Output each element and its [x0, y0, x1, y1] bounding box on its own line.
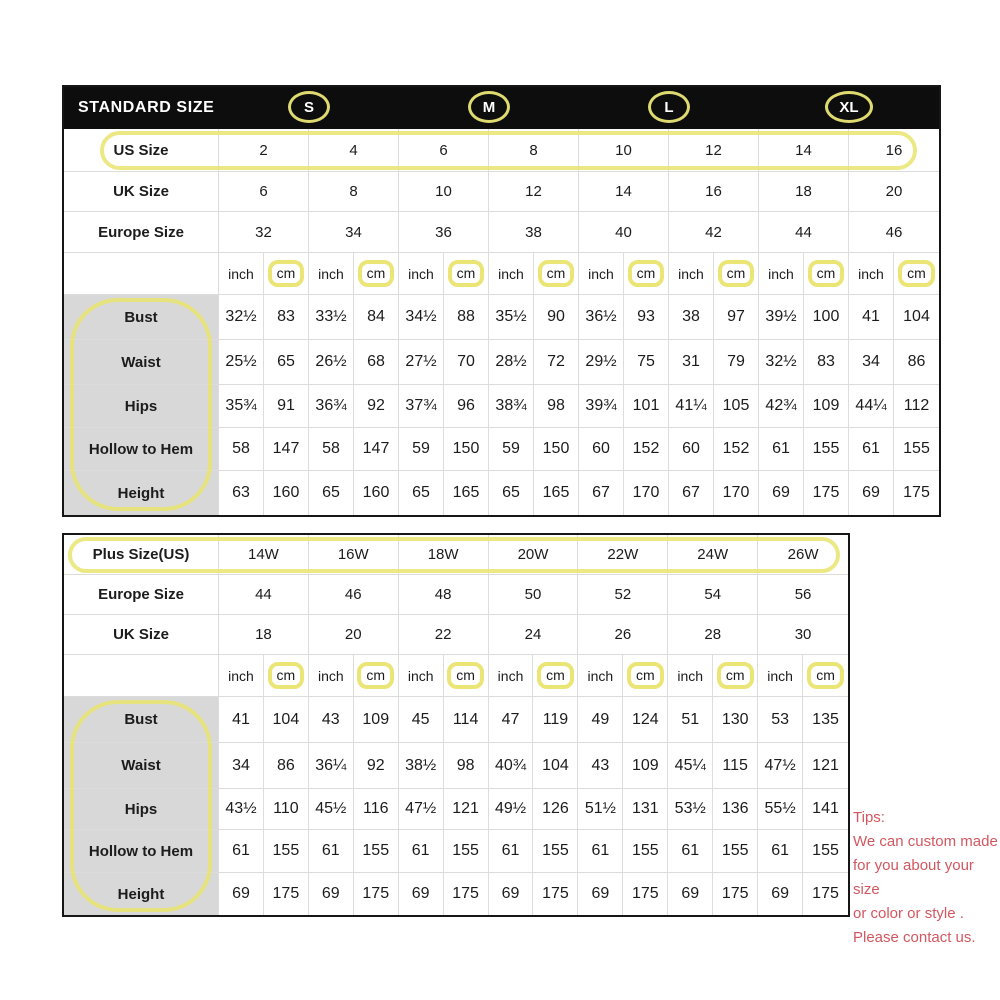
- cm-highlight-box: cm: [718, 260, 755, 287]
- height-row-label: Height: [64, 873, 219, 915]
- hips-value: 110: [264, 789, 309, 830]
- cm-highlight-box: cm: [268, 662, 305, 689]
- unit-cm-label-highlighted: [534, 253, 579, 295]
- us-size-value: 6: [399, 129, 489, 172]
- uk-size-value: 12: [489, 172, 579, 212]
- hollow-to-hem-value: 155: [894, 428, 939, 471]
- hips-value: 131: [623, 789, 668, 830]
- size-group-xl-circled: XL: [825, 91, 873, 123]
- unit-cm-label-highlighted: [714, 253, 759, 295]
- hips-value: 98: [534, 385, 579, 428]
- hips-value: 55½: [758, 789, 803, 830]
- cm-highlight-box: cm: [537, 662, 574, 689]
- uk-size-value: 22: [399, 615, 489, 655]
- hips-value: 41¼: [669, 385, 714, 428]
- hips-value: 121: [444, 789, 489, 830]
- uk-size-row-label: UK Size: [64, 172, 219, 212]
- bust-row-label: Bust: [64, 295, 219, 340]
- hips-value: 126: [533, 789, 578, 830]
- europe-size-value: 56: [758, 575, 848, 615]
- waist-value: 32½: [759, 340, 804, 385]
- unit-cm-label-highlighted: [804, 253, 849, 295]
- hips-value: 49½: [489, 789, 534, 830]
- plus-size-us-value: 14W: [219, 535, 309, 575]
- bust-value: 34½: [399, 295, 444, 340]
- waist-value: 98: [444, 743, 489, 789]
- us-size-value: 8: [489, 129, 579, 172]
- hollow-to-hem-value: 147: [264, 428, 309, 471]
- height-value: 69: [399, 873, 444, 915]
- plus-size-us-value: 26W: [758, 535, 848, 575]
- height-value: 69: [578, 873, 623, 915]
- europe-size-value: 48: [399, 575, 489, 615]
- height-value: 65: [399, 471, 444, 515]
- hollow-to-hem-value: 155: [533, 830, 578, 873]
- unit-cm-label-highlighted: [533, 655, 578, 697]
- unit-cm-label-highlighted: [623, 655, 668, 697]
- us-size-value: 14: [759, 129, 849, 172]
- hips-value: 47½: [399, 789, 444, 830]
- hollow-to-hem-value: 155: [264, 830, 309, 873]
- hollow-to-hem-value: 59: [489, 428, 534, 471]
- uk-size-value: 24: [489, 615, 579, 655]
- bust-value: 124: [623, 697, 668, 743]
- tips-line: for you about your size: [853, 857, 974, 898]
- height-value: 69: [758, 873, 803, 915]
- unit-cm-label-highlighted: [264, 253, 309, 295]
- hollow-to-hem-value: 61: [219, 830, 264, 873]
- bust-value: 39½: [759, 295, 804, 340]
- height-value: 160: [264, 471, 309, 515]
- hips-value: 136: [713, 789, 758, 830]
- plus-size-us-value: 20W: [489, 535, 579, 575]
- hips-value: 116: [354, 789, 399, 830]
- height-value: 69: [219, 873, 264, 915]
- hips-value: 101: [624, 385, 669, 428]
- europe-size-value: 32: [219, 212, 309, 253]
- europe-size-value: 34: [309, 212, 399, 253]
- bust-value: 90: [534, 295, 579, 340]
- height-value: 69: [309, 873, 354, 915]
- hollow-to-hem-row-label: Hollow to Hem: [64, 830, 219, 873]
- cm-highlight-box: cm: [628, 260, 665, 287]
- hips-value: 96: [444, 385, 489, 428]
- waist-value: 65: [264, 340, 309, 385]
- unit-inch-label: inch: [489, 655, 534, 697]
- waist-value: 72: [534, 340, 579, 385]
- plus-size-us-row-label: Plus Size(US): [64, 535, 219, 575]
- waist-value: 121: [803, 743, 848, 789]
- bust-value: 49: [578, 697, 623, 743]
- waist-value: 115: [713, 743, 758, 789]
- bust-value: 104: [264, 697, 309, 743]
- uk-size-value: 18: [219, 615, 309, 655]
- europe-size-value: 42: [669, 212, 759, 253]
- hollow-to-hem-value: 60: [579, 428, 624, 471]
- hips-value: 38¾: [489, 385, 534, 428]
- height-value: 175: [354, 873, 399, 915]
- hips-value: 109: [804, 385, 849, 428]
- hollow-to-hem-value: 61: [399, 830, 444, 873]
- hips-value: 37¾: [399, 385, 444, 428]
- hollow-to-hem-value: 150: [444, 428, 489, 471]
- waist-value: 25½: [219, 340, 264, 385]
- hollow-to-hem-value: 155: [713, 830, 758, 873]
- waist-value: 45¼: [668, 743, 713, 789]
- bust-value: 36½: [579, 295, 624, 340]
- europe-size-value: 44: [759, 212, 849, 253]
- height-value: 69: [759, 471, 804, 515]
- waist-value: 68: [354, 340, 399, 385]
- height-value: 67: [669, 471, 714, 515]
- units-row-label: [64, 253, 219, 295]
- us-size-value: 4: [309, 129, 399, 172]
- bust-value: 53: [758, 697, 803, 743]
- uk-size-value: 30: [758, 615, 848, 655]
- waist-value: 27½: [399, 340, 444, 385]
- unit-inch-label: inch: [399, 253, 444, 295]
- hollow-to-hem-value: 61: [309, 830, 354, 873]
- bust-value: 83: [264, 295, 309, 340]
- hollow-to-hem-value: 61: [578, 830, 623, 873]
- hips-value: 112: [894, 385, 939, 428]
- waist-value: 86: [264, 743, 309, 789]
- waist-value: 86: [894, 340, 939, 385]
- cm-highlight-box: cm: [808, 260, 845, 287]
- height-value: 69: [489, 873, 534, 915]
- hollow-to-hem-value: 60: [669, 428, 714, 471]
- height-value: 160: [354, 471, 399, 515]
- hollow-to-hem-value: 155: [444, 830, 489, 873]
- waist-row-label: Waist: [64, 340, 219, 385]
- cm-highlight-box: cm: [538, 260, 575, 287]
- hollow-to-hem-value: 155: [623, 830, 668, 873]
- hollow-to-hem-value: 155: [804, 428, 849, 471]
- hips-value: 44¼: [849, 385, 894, 428]
- bust-value: 135: [803, 697, 848, 743]
- bust-value: 35½: [489, 295, 534, 340]
- height-value: 63: [219, 471, 264, 515]
- waist-value: 34: [219, 743, 264, 789]
- bust-value: 51: [668, 697, 713, 743]
- height-value: 175: [533, 873, 578, 915]
- height-row-label: Height: [64, 471, 219, 515]
- bust-value: 38: [669, 295, 714, 340]
- cm-highlight-box: cm: [807, 662, 844, 689]
- waist-value: 31: [669, 340, 714, 385]
- waist-value: 75: [624, 340, 669, 385]
- unit-inch-label: inch: [489, 253, 534, 295]
- hips-value: 39¾: [579, 385, 624, 428]
- hips-value: 36¾: [309, 385, 354, 428]
- standard-size-title: STANDARD SIZE: [78, 99, 215, 116]
- bust-value: 45: [399, 697, 444, 743]
- hollow-to-hem-value: 152: [624, 428, 669, 471]
- height-value: 175: [812, 885, 839, 902]
- unit-inch-label: inch: [219, 655, 264, 697]
- height-value: 175: [804, 471, 849, 515]
- unit-inch-label: inch: [669, 253, 714, 295]
- height-value: 170: [714, 471, 759, 515]
- hips-value: 43½: [219, 789, 264, 830]
- tips-line: Please contact us.: [853, 929, 976, 946]
- hips-value: 45½: [309, 789, 354, 830]
- height-value: 175: [444, 873, 489, 915]
- hollow-to-hem-value: 58: [219, 428, 264, 471]
- bust-value: 43: [309, 697, 354, 743]
- cm-highlight-box: cm: [448, 260, 485, 287]
- bust-value: 109: [354, 697, 399, 743]
- hips-value: 141: [803, 789, 848, 830]
- unit-cm-label-highlighted: [264, 655, 309, 697]
- hollow-to-hem-value: 152: [714, 428, 759, 471]
- bust-value: 41: [849, 295, 894, 340]
- hollow-to-hem-value: 61: [759, 428, 804, 471]
- cm-highlight-box: cm: [447, 662, 484, 689]
- bust-value: 32½: [219, 295, 264, 340]
- bust-value: 84: [354, 295, 399, 340]
- waist-value: 47½: [758, 743, 803, 789]
- unit-inch-label: inch: [309, 655, 354, 697]
- europe-size-value: 38: [489, 212, 579, 253]
- hips-value: 42¾: [759, 385, 804, 428]
- unit-inch-label: inch: [668, 655, 713, 697]
- height-value: 175: [903, 484, 930, 501]
- waist-value: 28½: [489, 340, 534, 385]
- hollow-to-hem-value: 59: [399, 428, 444, 471]
- unit-cm-label-highlighted: [354, 253, 399, 295]
- hollow-to-hem-value: 155: [803, 830, 848, 873]
- unit-inch-label: inch: [309, 253, 354, 295]
- europe-size-row-label: Europe Size: [64, 212, 219, 253]
- unit-inch-label: inch: [579, 253, 624, 295]
- height-value: 165: [444, 471, 489, 515]
- hollow-to-hem-value: 58: [309, 428, 354, 471]
- cm-highlight-box: cm: [627, 662, 664, 689]
- unit-inch-label: inch: [758, 655, 803, 697]
- unit-cm-label-highlighted: [354, 655, 399, 697]
- bust-value: 104: [894, 295, 939, 340]
- unit-inch-label: inch: [578, 655, 623, 697]
- waist-value: 36¼: [309, 743, 354, 789]
- hollow-to-hem-value: 61: [849, 428, 894, 471]
- us-size-value: 10: [579, 129, 669, 172]
- bust-value: 47: [489, 697, 534, 743]
- waist-row-label: Waist: [64, 743, 219, 789]
- bust-value: 119: [533, 697, 578, 743]
- unit-inch-label: inch: [399, 655, 444, 697]
- cm-highlight-box: cm: [898, 260, 935, 287]
- bust-value: 33½: [309, 295, 354, 340]
- plus-size-us-value: 16W: [309, 535, 399, 575]
- unit-cm-label-highlighted: [803, 655, 848, 697]
- height-value: 67: [579, 471, 624, 515]
- bust-value: 114: [444, 697, 489, 743]
- plus-size-us-value: 18W: [399, 535, 489, 575]
- hips-value: 92: [354, 385, 399, 428]
- unit-cm-label-highlighted: [713, 655, 758, 697]
- cm-highlight-box: cm: [717, 662, 754, 689]
- tips-line: We can custom made: [853, 833, 998, 850]
- tips-line: or color or style .: [853, 905, 964, 922]
- uk-size-value: 18: [759, 172, 849, 212]
- bust-value: 88: [444, 295, 489, 340]
- height-value: 175: [713, 873, 758, 915]
- hollow-to-hem-value: 61: [489, 830, 534, 873]
- height-value: 69: [668, 873, 713, 915]
- us-size-value: 16: [849, 129, 939, 172]
- hollow-to-hem-value: 147: [354, 428, 399, 471]
- tips-note: [853, 806, 1000, 950]
- uk-size-value: 26: [578, 615, 668, 655]
- europe-size-value: 40: [579, 212, 669, 253]
- hips-value: 53½: [668, 789, 713, 830]
- height-value: 175: [264, 873, 309, 915]
- size-group-l-circled: L: [648, 91, 690, 123]
- tips-title: Tips:: [853, 809, 885, 826]
- uk-size-value: 10: [399, 172, 489, 212]
- bust-value: 130: [713, 697, 758, 743]
- hollow-to-hem-value: 155: [354, 830, 399, 873]
- europe-size-value: 36: [399, 212, 489, 253]
- waist-value: 92: [354, 743, 399, 789]
- size-group-s-circled: S: [288, 91, 330, 123]
- waist-value: 40¾: [489, 743, 534, 789]
- waist-value: 43: [578, 743, 623, 789]
- hips-value: 51½: [578, 789, 623, 830]
- size-group-m-circled: M: [468, 91, 510, 123]
- height-value: 170: [624, 471, 669, 515]
- europe-size-value: 46: [309, 575, 399, 615]
- us-size-row-label: US Size: [64, 129, 219, 172]
- hips-value: 35¾: [219, 385, 264, 428]
- height-value: 65: [309, 471, 354, 515]
- height-value: 65: [489, 471, 534, 515]
- plus-size-chart-table: [62, 533, 850, 917]
- waist-value: 38½: [399, 743, 444, 789]
- us-size-value: 2: [219, 129, 309, 172]
- height-value: 69: [849, 471, 894, 515]
- height-value: 175: [623, 873, 668, 915]
- plus-size-us-value: 22W: [578, 535, 668, 575]
- hollow-to-hem-value: 61: [668, 830, 713, 873]
- bust-row-label: Bust: [64, 697, 219, 743]
- waist-value: 34: [849, 340, 894, 385]
- hips-value: 91: [264, 385, 309, 428]
- uk-size-value: 20: [849, 172, 939, 212]
- unit-cm-label-highlighted: [624, 253, 669, 295]
- europe-size-value: 50: [489, 575, 579, 615]
- uk-size-value: 8: [309, 172, 399, 212]
- hollow-to-hem-value: 61: [758, 830, 803, 873]
- unit-cm-label-highlighted: [444, 253, 489, 295]
- waist-value: 109: [623, 743, 668, 789]
- cm-highlight-box: cm: [357, 662, 394, 689]
- waist-value: 104: [533, 743, 578, 789]
- plus-size-us-value: 24W: [668, 535, 758, 575]
- units-row-label: [64, 655, 219, 697]
- standard-size-header-bar: [64, 87, 939, 129]
- unit-inch-label: inch: [759, 253, 804, 295]
- cm-highlight-box: cm: [268, 260, 305, 287]
- bust-value: 41: [219, 697, 264, 743]
- height-value: 165: [534, 471, 579, 515]
- unit-cm-label-highlighted: [444, 655, 489, 697]
- unit-inch-label: inch: [219, 253, 264, 295]
- unit-cm-label-highlighted: [894, 253, 939, 295]
- hips-value: 105: [714, 385, 759, 428]
- uk-size-value: 28: [668, 615, 758, 655]
- waist-value: 79: [714, 340, 759, 385]
- cm-highlight-box: cm: [358, 260, 395, 287]
- hips-row-label: Hips: [64, 789, 219, 830]
- europe-size-row-label: Europe Size: [64, 575, 219, 615]
- bust-value: 100: [804, 295, 849, 340]
- waist-value: 29½: [579, 340, 624, 385]
- uk-size-value: 6: [219, 172, 309, 212]
- bust-value: 97: [714, 295, 759, 340]
- waist-value: 70: [444, 340, 489, 385]
- europe-size-value: 46: [849, 212, 939, 253]
- uk-size-value: 14: [579, 172, 669, 212]
- europe-size-value: 52: [578, 575, 668, 615]
- uk-size-value: 20: [309, 615, 399, 655]
- hollow-to-hem-value: 150: [534, 428, 579, 471]
- us-size-value: 12: [669, 129, 759, 172]
- hips-row-label: Hips: [64, 385, 219, 428]
- hollow-to-hem-row-label: Hollow to Hem: [64, 428, 219, 471]
- bust-value: 93: [624, 295, 669, 340]
- waist-value: 26½: [309, 340, 354, 385]
- standard-size-chart-table: [62, 85, 941, 517]
- europe-size-value: 44: [219, 575, 309, 615]
- waist-value: 83: [804, 340, 849, 385]
- europe-size-value: 54: [668, 575, 758, 615]
- unit-inch-label: inch: [849, 253, 894, 295]
- uk-size-row-label: UK Size: [64, 615, 219, 655]
- uk-size-value: 16: [669, 172, 759, 212]
